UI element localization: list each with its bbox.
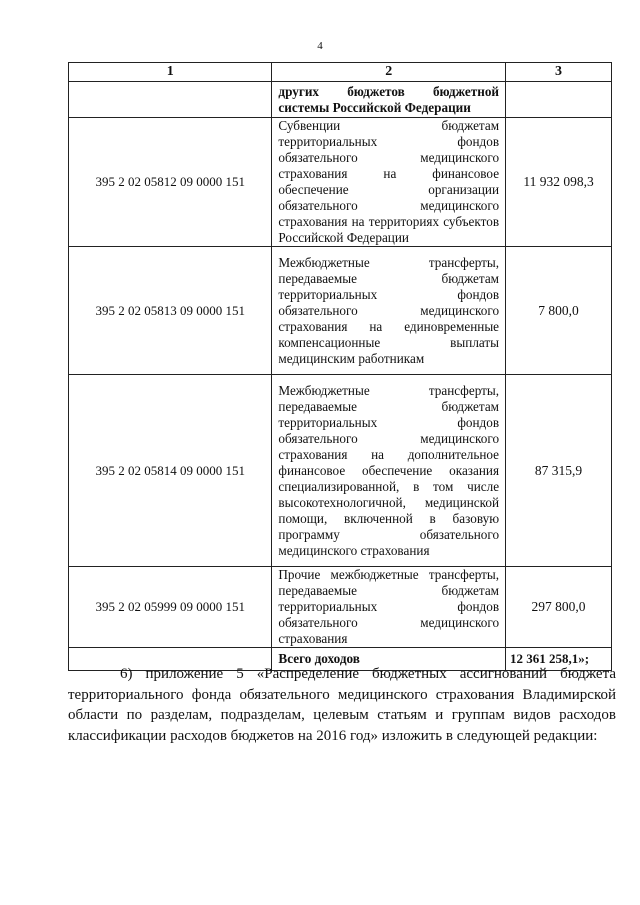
table-row: [69, 247, 612, 375]
table-row: [69, 567, 612, 648]
table-row: [69, 375, 612, 567]
amount-cell: [506, 82, 612, 118]
column-header: 3: [506, 63, 612, 82]
total-amount: 12 361 258,1»;: [506, 648, 612, 671]
page-number: 4: [317, 40, 323, 52]
description-cell: Межбюджетные трансферты, передаваемые бюджетам территориальных фондов обязательного медицинского страхования на единовременные компенсационные выплаты медицинским работникам: [272, 247, 506, 375]
description-cell: Прочие межбюджетные трансферты, передаваемые бюджетам территориальных фондов обязательного медицинского страхования: [272, 567, 506, 648]
description-cell: Субвенции бюджетам территориальных фондов обязательного медицинского страхования на финансовое обеспечение организации обязательного медицинского страхования на территориях субъектов Российской Федерации: [272, 118, 506, 247]
code-cell: 395 2 02 05814 09 0000 151: [69, 375, 272, 567]
amount-cell: 87 315,9: [506, 375, 612, 567]
revenue-table: [68, 62, 612, 671]
amendment-paragraph: 6) приложение 5 «Распределение бюджетных ассигнований бюджета территориального фонда обязательного медицинского страхования Владимирской области по разделам, подразделам, целевым статьям и группам видов расходов классификации расходов бюджетов на 2016 год» изложить в следующей редакции:: [68, 666, 616, 744]
column-header: 1: [69, 63, 272, 82]
description-cell: Межбюджетные трансферты, передаваемые бюджетам территориальных фондов обязательного медицинского страхования на дополнительное финансовое обеспечение оказания специализированной, в том числе высокотехнологичной, медицинской помощи, включенной в базовую программу обязательного медицинского страхования: [272, 375, 506, 567]
amount-cell: 297 800,0: [506, 567, 612, 648]
column-header: 2: [272, 63, 506, 82]
code-cell: 395 2 02 05812 09 0000 151: [69, 118, 272, 247]
table-row: [69, 82, 612, 118]
code-cell: 395 2 02 05813 09 0000 151: [69, 247, 272, 375]
amount-cell: 7 800,0: [506, 247, 612, 375]
code-cell: 395 2 02 05999 09 0000 151: [69, 567, 272, 648]
amount-cell: 11 932 098,3: [506, 118, 612, 247]
table-header-row: [69, 63, 612, 82]
code-cell: [69, 82, 272, 118]
total-label: Всего доходов: [272, 648, 506, 671]
table-row: [69, 118, 612, 247]
description-cell: других бюджетов бюджетной системы Российской Федерации: [272, 82, 506, 118]
